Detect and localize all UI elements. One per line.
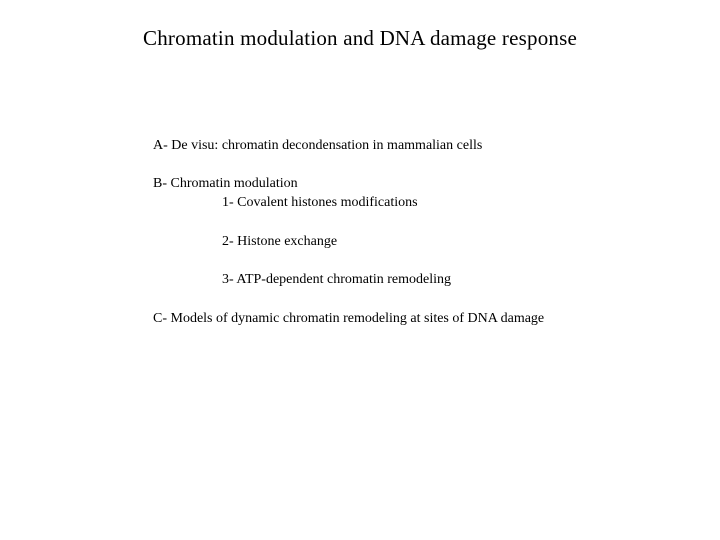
outline: [153, 136, 565, 328]
outline-item-c: C- Models of dynamic chromatin remodeling at sites of DNA damage: [153, 311, 545, 326]
outline-item-b3: 3- ATP-dependent chromatin remodeling: [222, 272, 451, 287]
outline-item-a: A- De visu: chromatin decondensation in mammalian cells: [153, 138, 483, 153]
outline-item-b1: 1- Covalent histones modifications: [222, 195, 418, 210]
slide-title: Chromatin modulation and DNA damage response: [143, 26, 577, 50]
outline-item-b: B- Chromatin modulation: [153, 176, 298, 191]
outline-item-b2: 2- Histone exchange: [222, 234, 338, 249]
